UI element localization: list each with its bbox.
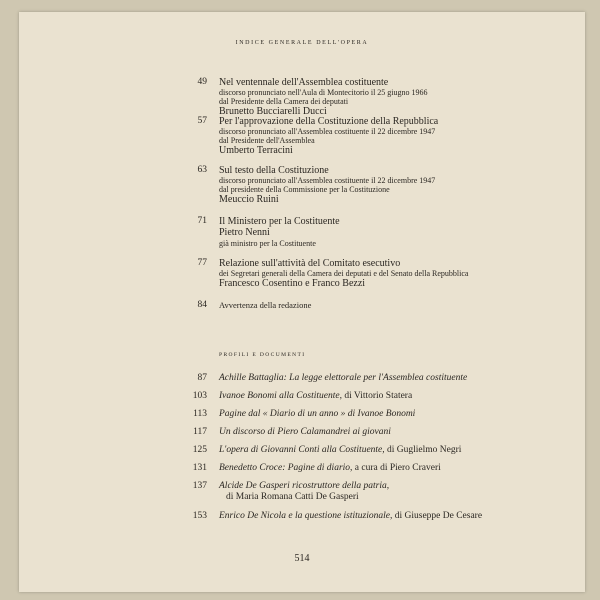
toc-title: Il Ministero per la Costituente xyxy=(219,216,340,227)
toc-author: Brunetto Bucciarelli Ducci xyxy=(219,106,327,117)
running-head: INDICE GENERALE DELL'OPERA xyxy=(235,40,369,46)
toc-page-number: 77 xyxy=(197,258,207,268)
toc-author: di Giuseppe De Cesare xyxy=(392,511,483,521)
toc-note: dei Segretari generali della Camera dei deputati e del Senato della Repubblica xyxy=(219,269,469,278)
toc-title: Un discorso di Piero Calamandrei ai giovani xyxy=(219,427,391,437)
toc-note: dal presidente della Commissione per la Costituzione xyxy=(219,185,390,194)
toc-note: già ministro per la Costituente xyxy=(219,239,316,248)
toc-author: Francesco Cosentino e Franco Bezzi xyxy=(219,278,366,289)
toc-title: Ivanoe Bonomi alla Costituente, xyxy=(219,391,342,401)
toc-title: Achille Battaglia: La legge elettorale per l'Assemblea costituente xyxy=(219,373,468,383)
toc-page-number: 137 xyxy=(192,481,207,491)
toc-author: a cura di Piero Craveri xyxy=(352,463,441,473)
toc-title: Nel ventennale dell'Assemblea costituente xyxy=(219,77,389,88)
toc-page-number: 84 xyxy=(197,300,207,310)
book-page xyxy=(19,12,585,592)
toc-title: L'opera di Giovanni Conti alla Costituente, xyxy=(219,445,385,455)
toc-title: Avvertenza della redazione xyxy=(219,300,312,310)
toc-note: discorso pronunciato all'Assemblea costituente il 22 dicembre 1947 xyxy=(219,176,436,185)
toc-note: dal Presidente della Camera dei deputati xyxy=(219,97,349,106)
toc-author: di Vittorio Statera xyxy=(341,391,413,401)
toc-page-number: 87 xyxy=(197,373,207,383)
toc-page-number: 63 xyxy=(197,165,207,175)
toc-author: di Maria Romana Catti De Gasperi xyxy=(226,492,359,502)
toc-author: Meuccio Ruini xyxy=(219,194,279,205)
toc-note: discorso pronunciato nell'Aula di Montecitorio il 25 giugno 1966 xyxy=(219,88,428,97)
toc-page-number: 117 xyxy=(193,427,207,437)
toc-title: Alcide De Gasperi ricostruttore della patria, xyxy=(219,481,390,491)
toc-author: di Guglielmo Negri xyxy=(384,445,462,455)
toc-page-number: 131 xyxy=(192,463,207,473)
toc-page-number: 125 xyxy=(192,445,207,455)
toc-author: Pietro Nenni xyxy=(219,227,270,238)
toc-title: Pagine dal « Diario di un anno » di Ivanoe Bonomi xyxy=(219,409,416,419)
toc-page-number: 113 xyxy=(193,409,207,419)
section-heading: PROFILI E DOCUMENTI xyxy=(219,352,306,358)
toc-author: Umberto Terracini xyxy=(219,145,293,156)
toc-title: Benedetto Croce: Pagine di diario, xyxy=(219,463,353,473)
toc-note: discorso pronunciato all'Assemblea costituente il 22 dicembre 1947 xyxy=(219,127,436,136)
page-number: 514 xyxy=(294,553,310,564)
toc-page-number: 49 xyxy=(197,77,207,87)
toc-page-number: 71 xyxy=(197,216,207,226)
toc-title: Enrico De Nicola e la questione istituzionale, xyxy=(219,511,393,521)
toc-title: Per l'approvazione della Costituzione della Repubblica xyxy=(219,116,439,127)
toc-page-number: 103 xyxy=(192,391,207,401)
toc-note: dal Presidente dell'Assemblea xyxy=(219,136,315,145)
toc-title: Sul testo della Costituzione xyxy=(219,165,329,176)
toc-page-number: 153 xyxy=(192,511,207,521)
toc-page-number: 57 xyxy=(197,116,207,126)
toc-title: Relazione sull'attività del Comitato esecutivo xyxy=(219,258,401,269)
